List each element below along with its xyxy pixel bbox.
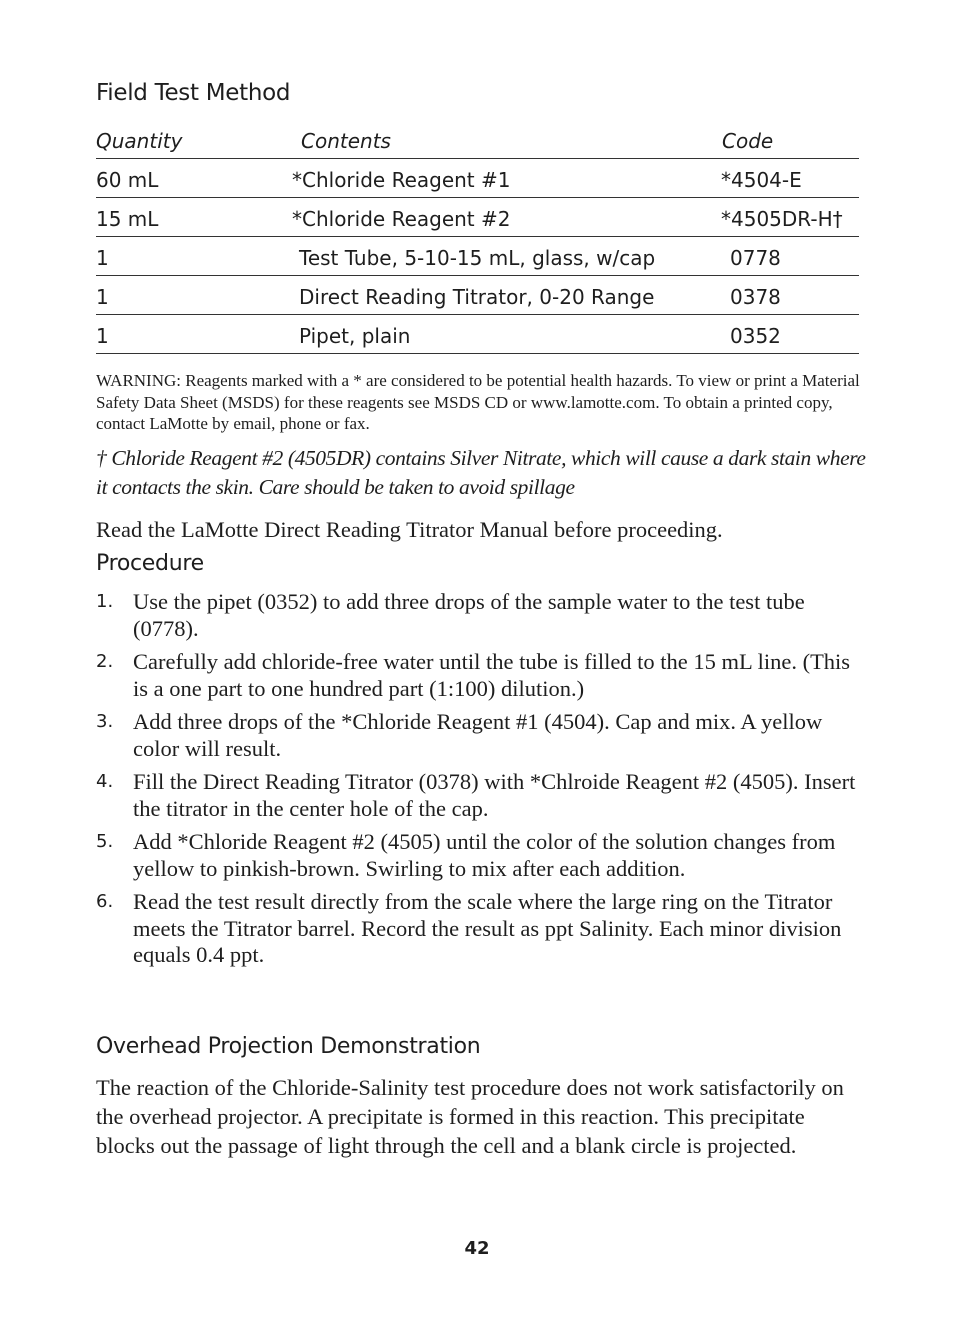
cell-quantity: 1: [96, 246, 109, 270]
procedure-step: [96, 589, 856, 642]
cell-contents: *Chloride Reagent #2: [292, 207, 511, 231]
table-row: [96, 276, 859, 315]
cell-quantity: 60 mL: [96, 168, 159, 192]
procedure-step: [96, 829, 856, 882]
table-row: [96, 237, 859, 276]
cell-code: *4505DR-H†: [721, 207, 843, 231]
table-header-row: [96, 128, 859, 159]
cell-code: *4504-E: [721, 168, 802, 192]
cell-quantity: 1: [96, 324, 109, 348]
section-title: Field Test Method: [96, 80, 291, 106]
step-text: Add *Chloride Reagent #2 (4505) until the color of the solution changes from yellow to pinkish-brown. Swirling to mix after each addition.: [133, 829, 836, 881]
step-number: 5.: [96, 831, 114, 852]
cell-code: 0378: [730, 285, 781, 309]
table-row: [96, 315, 859, 354]
header-quantity: Quantity: [96, 129, 183, 153]
table-row: [96, 159, 859, 198]
procedure-step: [96, 889, 856, 969]
cell-code: 0352: [730, 324, 781, 348]
step-text: Carefully add chloride-free water until the tube is filled to the 15 mL line. (This is a one part to one hundred part (1:100) dilution.): [133, 649, 851, 701]
procedure-step: [96, 709, 856, 762]
procedure-step: [96, 649, 856, 702]
header-contents: Contents: [301, 129, 391, 153]
cell-code: 0778: [730, 246, 781, 270]
read-manual-instruction: Read the LaMotte Direct Reading Titrator Manual before proceeding.: [96, 517, 723, 542]
step-text: Add three drops of the *Chloride Reagent #1 (4504). Cap and mix. A yellow color will result.: [133, 709, 823, 761]
cell-contents: *Chloride Reagent #1: [292, 168, 511, 192]
step-number: 1.: [96, 591, 114, 612]
contents-table: [96, 128, 859, 354]
cell-contents: Pipet, plain: [299, 324, 411, 348]
step-text: Read the test result directly from the scale where the large ring on the Titrator meets the Titrator barrel. Record the result as ppt Salinity. Each minor division equals 0.4 ppt.: [133, 889, 842, 967]
page-number: 42: [464, 1238, 490, 1259]
step-text: Use the pipet (0352) to add three drops of the sample water to the test tube (0778).: [133, 589, 805, 641]
step-number: 4.: [96, 771, 114, 792]
procedure-steps: [96, 589, 856, 976]
table-row: [96, 198, 859, 237]
step-number: 6.: [96, 891, 114, 912]
procedure-step: [96, 769, 856, 822]
step-number: 3.: [96, 711, 114, 732]
cell-contents: Test Tube, 5-10-15 mL, glass, w/cap: [299, 246, 656, 270]
cell-quantity: 15 mL: [96, 207, 159, 231]
overhead-projection-body: The reaction of the Chloride-Salinity test procedure does not work satisfactorily on the overhead projector. A precipitate is formed in this reaction. This precipitate blocks out the passage of light through the cell and a blank circle is projected.: [96, 1075, 844, 1158]
procedure-title: Procedure: [96, 551, 204, 576]
warning-text: WARNING: Reagents marked with a * are considered to be potential health hazards. To view or print a Material Safety Data Sheet (MSDS) for these reagents see MSDS CD or www.lamotte.com. To obtain a printed copy, contact LaMotte by email, phone or fax.: [96, 371, 860, 433]
overhead-projection-title: Overhead Projection Demonstration: [96, 1034, 481, 1059]
cell-contents: Direct Reading Titrator, 0-20 Range: [299, 285, 655, 309]
silver-nitrate-note: † Chloride Reagent #2 (4505DR) contains Silver Nitrate, which will cause a dark stain where it contacts the skin. Care should be taken to avoid spillage: [96, 446, 866, 499]
step-number: 2.: [96, 651, 114, 672]
cell-quantity: 1: [96, 285, 109, 309]
step-text: Fill the Direct Reading Titrator (0378) with *Chlroide Reagent #2 (4505). Insert the titrator in the center hole of the cap.: [133, 769, 856, 821]
header-code: Code: [722, 129, 774, 153]
